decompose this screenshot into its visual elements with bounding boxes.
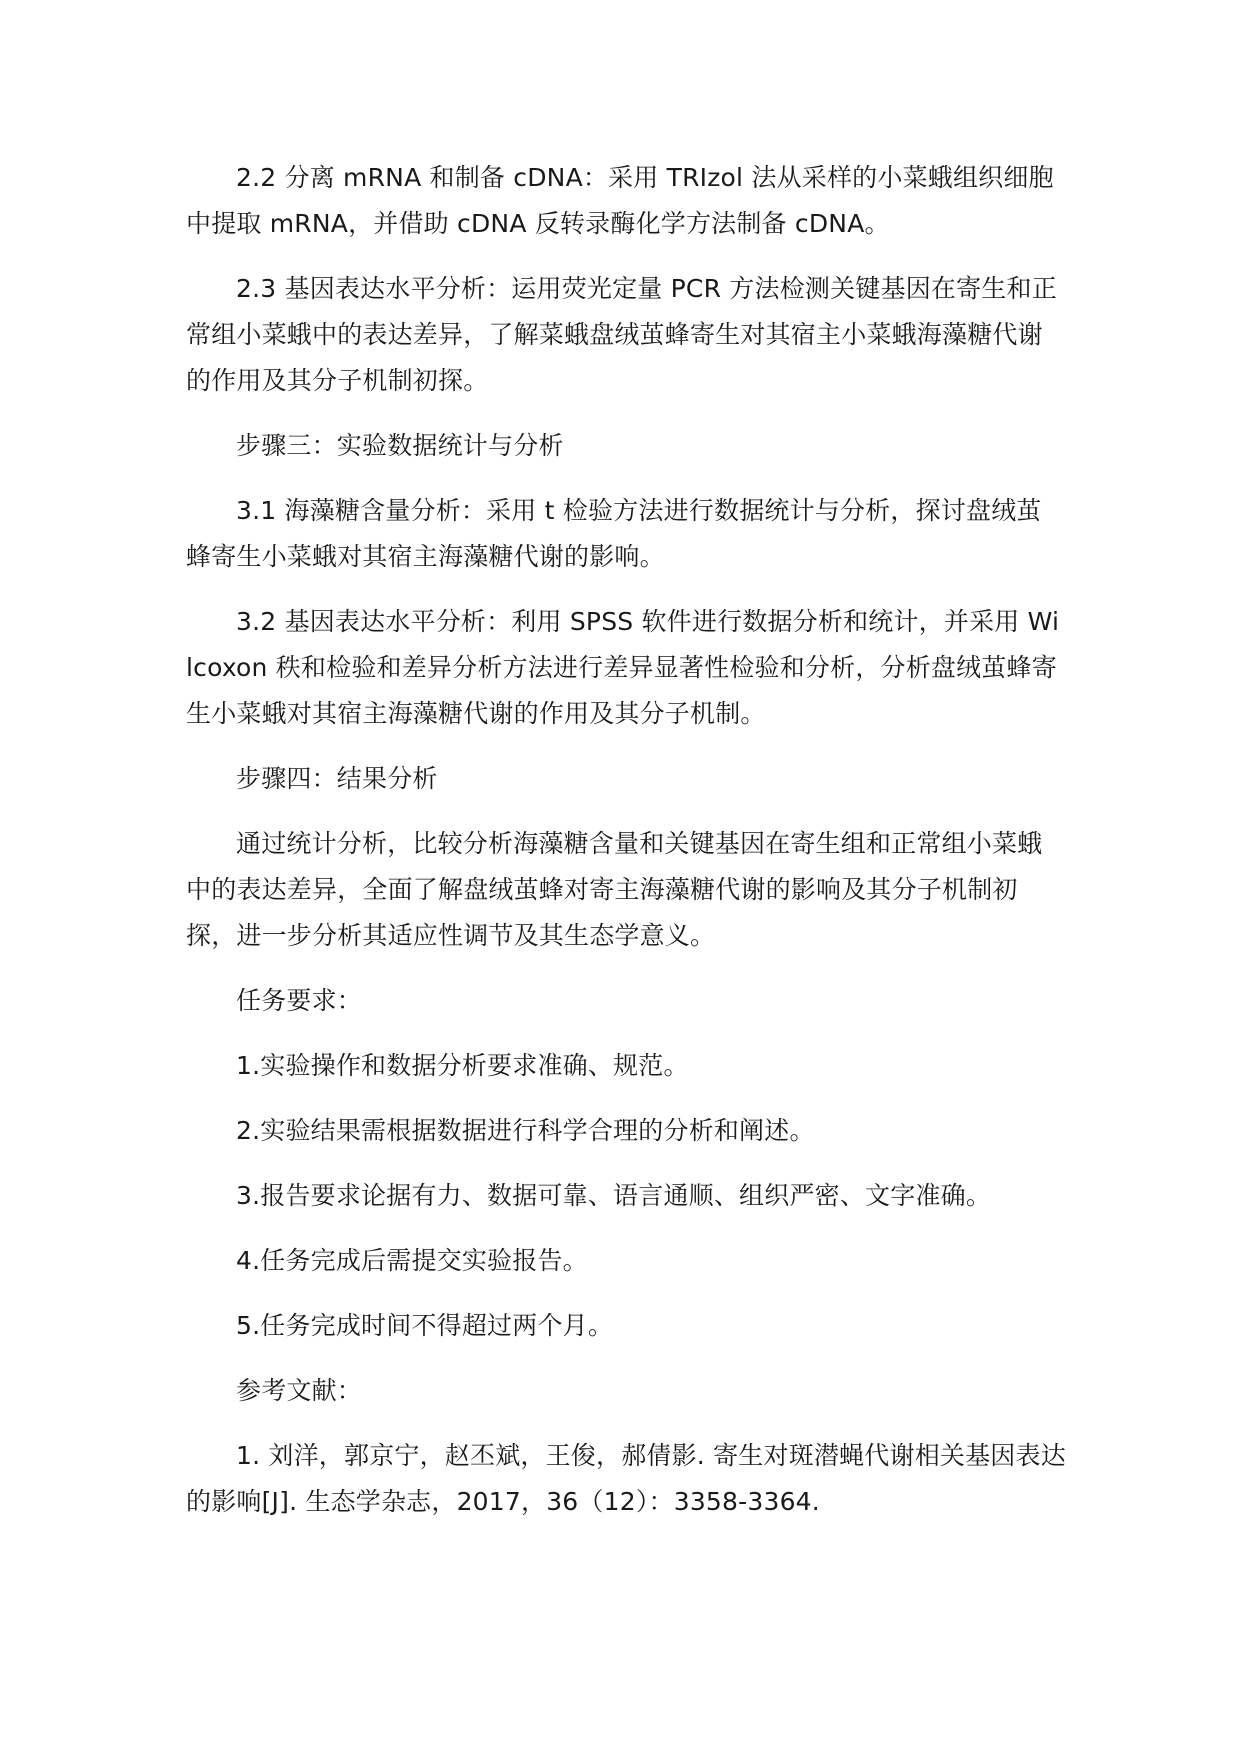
- requirement-item-4: 4.任务完成后需提交实验报告。: [236, 1246, 588, 1275]
- heading-task-requirements: 任务要求：: [236, 986, 363, 1015]
- paragraph-mrna-cdna: 2.2 分离 mRNA 和制备 cDNA：采用 TRIzol 法从采样的小菜蛾组织细胞中提取 mRNA，并借助 cDNA 反转录酶化学方法制备 cDNA。: [186, 163, 1054, 238]
- paragraph-spss-analysis: 3.2 基因表达水平分析：利用 SPSS 软件进行数据分析和统计，并采用 Wilcoxon 秩和检验和差异分析方法进行差异显著性检验和分析，分析盘绒茧蜂寄生小菜蛾对其宿主海藻糖代谢的作用及其分子机制。: [186, 607, 1060, 728]
- requirement-item-3: 3.报告要求论据有力、数据可靠、语言通顺、组织严密、文字准确。: [236, 1181, 992, 1210]
- heading-step-four: 步骤四：结果分析: [236, 764, 438, 793]
- heading-step-three: 步骤三：实验数据统计与分析: [236, 431, 564, 460]
- paragraph-trehalose-analysis: 3.1 海藻糖含量分析：采用 t 检验方法进行数据统计与分析，探讨盘绒茧蜂寄生小菜蛾对其宿主海藻糖代谢的影响。: [186, 496, 1042, 571]
- paragraph-gene-expression-pcr: 2.3 基因表达水平分析：运用荧光定量 PCR 方法检测关键基因在寄生和正常组小菜蛾中的表达差异，了解菜蛾盘绒茧蜂寄生对其宿主小菜蛾海藻糖代谢的作用及其分子机制初探。: [186, 274, 1057, 395]
- reference-item-1: 1. 刘洋，郭京宁，赵丕斌，王俊，郝倩影. 寄生对斑潜蝇代谢相关基因表达的影响[J]. 生态学杂志，2017，36（12）：3358-3364.: [186, 1441, 1066, 1516]
- requirement-item-2: 2.实验结果需根据数据进行科学合理的分析和阐述。: [236, 1116, 815, 1145]
- requirement-item-1: 1.实验操作和数据分析要求准确、规范。: [236, 1051, 689, 1080]
- paragraph-results-analysis: 通过统计分析，比较分析海藻糖含量和关键基因在寄生组和正常组小菜蛾中的表达差异，全面了解盘绒茧蜂对寄主海藻糖代谢的影响及其分子机制初探，进一步分析其适应性调节及其生态学意义。: [186, 829, 1043, 950]
- requirement-item-5: 5.任务完成时间不得超过两个月。: [236, 1311, 614, 1340]
- document-page: [186, 155, 1066, 1525]
- heading-references: 参考文献：: [236, 1376, 363, 1405]
